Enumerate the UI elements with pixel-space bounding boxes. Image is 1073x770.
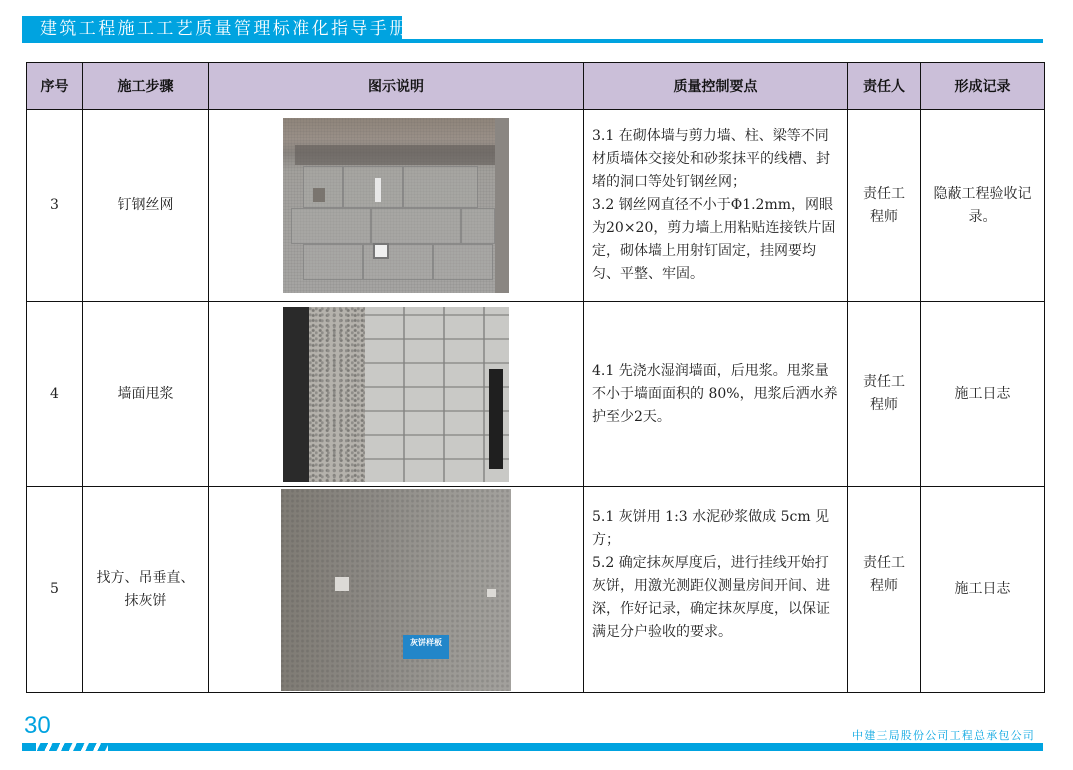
col-header-control-points: 质量控制要点 bbox=[584, 63, 848, 110]
company-name: 中建三局股份公司工程总承包公司 bbox=[852, 729, 1035, 742]
sprayed-plaster-area bbox=[309, 307, 365, 482]
control-point-item: 4.1 先浇水湿润墙面，后甩浆。甩浆量不小于墙面面积的 80%，甩浆后洒水养护至少2天。 bbox=[592, 362, 838, 425]
row-number: 4 bbox=[27, 302, 83, 487]
control-point-item: 3.2 钢丝网直径不小于Φ1.2mm，网眼为20×20，剪力墙上用粘贴连接铁片固定，砌体墙上用射钉固定，挂网要均匀、平整、牢固。 bbox=[592, 197, 836, 282]
manual-title: 建筑工程施工工艺质量管理标准化指导手册 bbox=[40, 19, 409, 39]
table-header-row bbox=[27, 63, 1045, 110]
col-header-record: 形成记录 bbox=[921, 63, 1045, 110]
plaster-dot bbox=[487, 589, 496, 597]
mesh-band bbox=[295, 145, 497, 165]
table-row bbox=[27, 110, 1045, 302]
footer-bar bbox=[22, 743, 1043, 751]
col-header-no: 序号 bbox=[27, 63, 83, 110]
block-joints bbox=[365, 307, 509, 482]
responsible-person: 责任工程师 bbox=[848, 487, 921, 693]
row-number: 3 bbox=[27, 110, 83, 302]
patch bbox=[313, 188, 325, 202]
responsible-person: 责任工程师 bbox=[848, 302, 921, 487]
step-name: 钉钢丝网 bbox=[83, 110, 209, 302]
brick bbox=[371, 208, 461, 244]
col-header-illustration: 图示说明 bbox=[209, 63, 584, 110]
brick bbox=[303, 244, 363, 280]
table-row bbox=[27, 302, 1045, 487]
doorway bbox=[489, 369, 503, 469]
brick bbox=[291, 208, 371, 244]
control-point-item: 5.2 确定抹灰厚度后，进行挂线开始打灰饼，用激光测距仪测量房间开间、进深，作好记录，确定抹灰厚度，以保证满足分户验收的要求。 bbox=[592, 554, 830, 640]
col-header-step: 施工步骤 bbox=[83, 63, 209, 110]
table-row bbox=[27, 487, 1045, 693]
wall-spray-plaster-photo bbox=[283, 307, 509, 482]
control-points bbox=[584, 302, 848, 487]
footer-stripes bbox=[36, 743, 108, 751]
control-point-item: 5.1 灰饼用 1:3 水泥砂浆做成 5cm 见方； bbox=[592, 508, 830, 548]
page-number: 30 bbox=[24, 712, 51, 739]
step-name: 墙面甩浆 bbox=[83, 302, 209, 487]
record-form: 施工日志 bbox=[921, 487, 1045, 693]
row-number: 5 bbox=[27, 487, 83, 693]
outlet-box bbox=[373, 243, 389, 259]
illustration-cell bbox=[209, 487, 584, 693]
responsible-person: 责任工程师 bbox=[848, 110, 921, 302]
control-points bbox=[584, 487, 848, 693]
step-name: 找方、吊垂直、抹灰饼 bbox=[83, 487, 209, 693]
brick bbox=[433, 244, 493, 280]
col-header-responsible: 责任人 bbox=[848, 63, 921, 110]
steel-mesh-wall-photo bbox=[283, 118, 509, 293]
conduit bbox=[375, 178, 381, 202]
brick bbox=[403, 166, 478, 208]
illustration-cell bbox=[209, 110, 584, 302]
record-form: 施工日志 bbox=[921, 302, 1045, 487]
column-edge bbox=[495, 118, 509, 293]
plaster-dot bbox=[335, 577, 349, 591]
plaster-reference-dots-photo bbox=[281, 489, 511, 691]
quality-control-table bbox=[26, 62, 1045, 693]
control-point-item: 3.1 在砌体墙与剪力墙、柱、梁等不同材质墙体交接处和砂浆抹平的线槽、封堵的洞口等处钉钢丝网； bbox=[592, 128, 830, 190]
brick bbox=[461, 208, 495, 244]
control-points bbox=[584, 110, 848, 302]
shadow-edge bbox=[283, 307, 309, 482]
illustration-cell bbox=[209, 302, 584, 487]
record-form: 隐蔽工程验收记录。 bbox=[921, 110, 1045, 302]
header-rule bbox=[22, 39, 1043, 43]
brick bbox=[343, 166, 403, 208]
sample-sign: 灰饼样板 bbox=[403, 635, 449, 659]
